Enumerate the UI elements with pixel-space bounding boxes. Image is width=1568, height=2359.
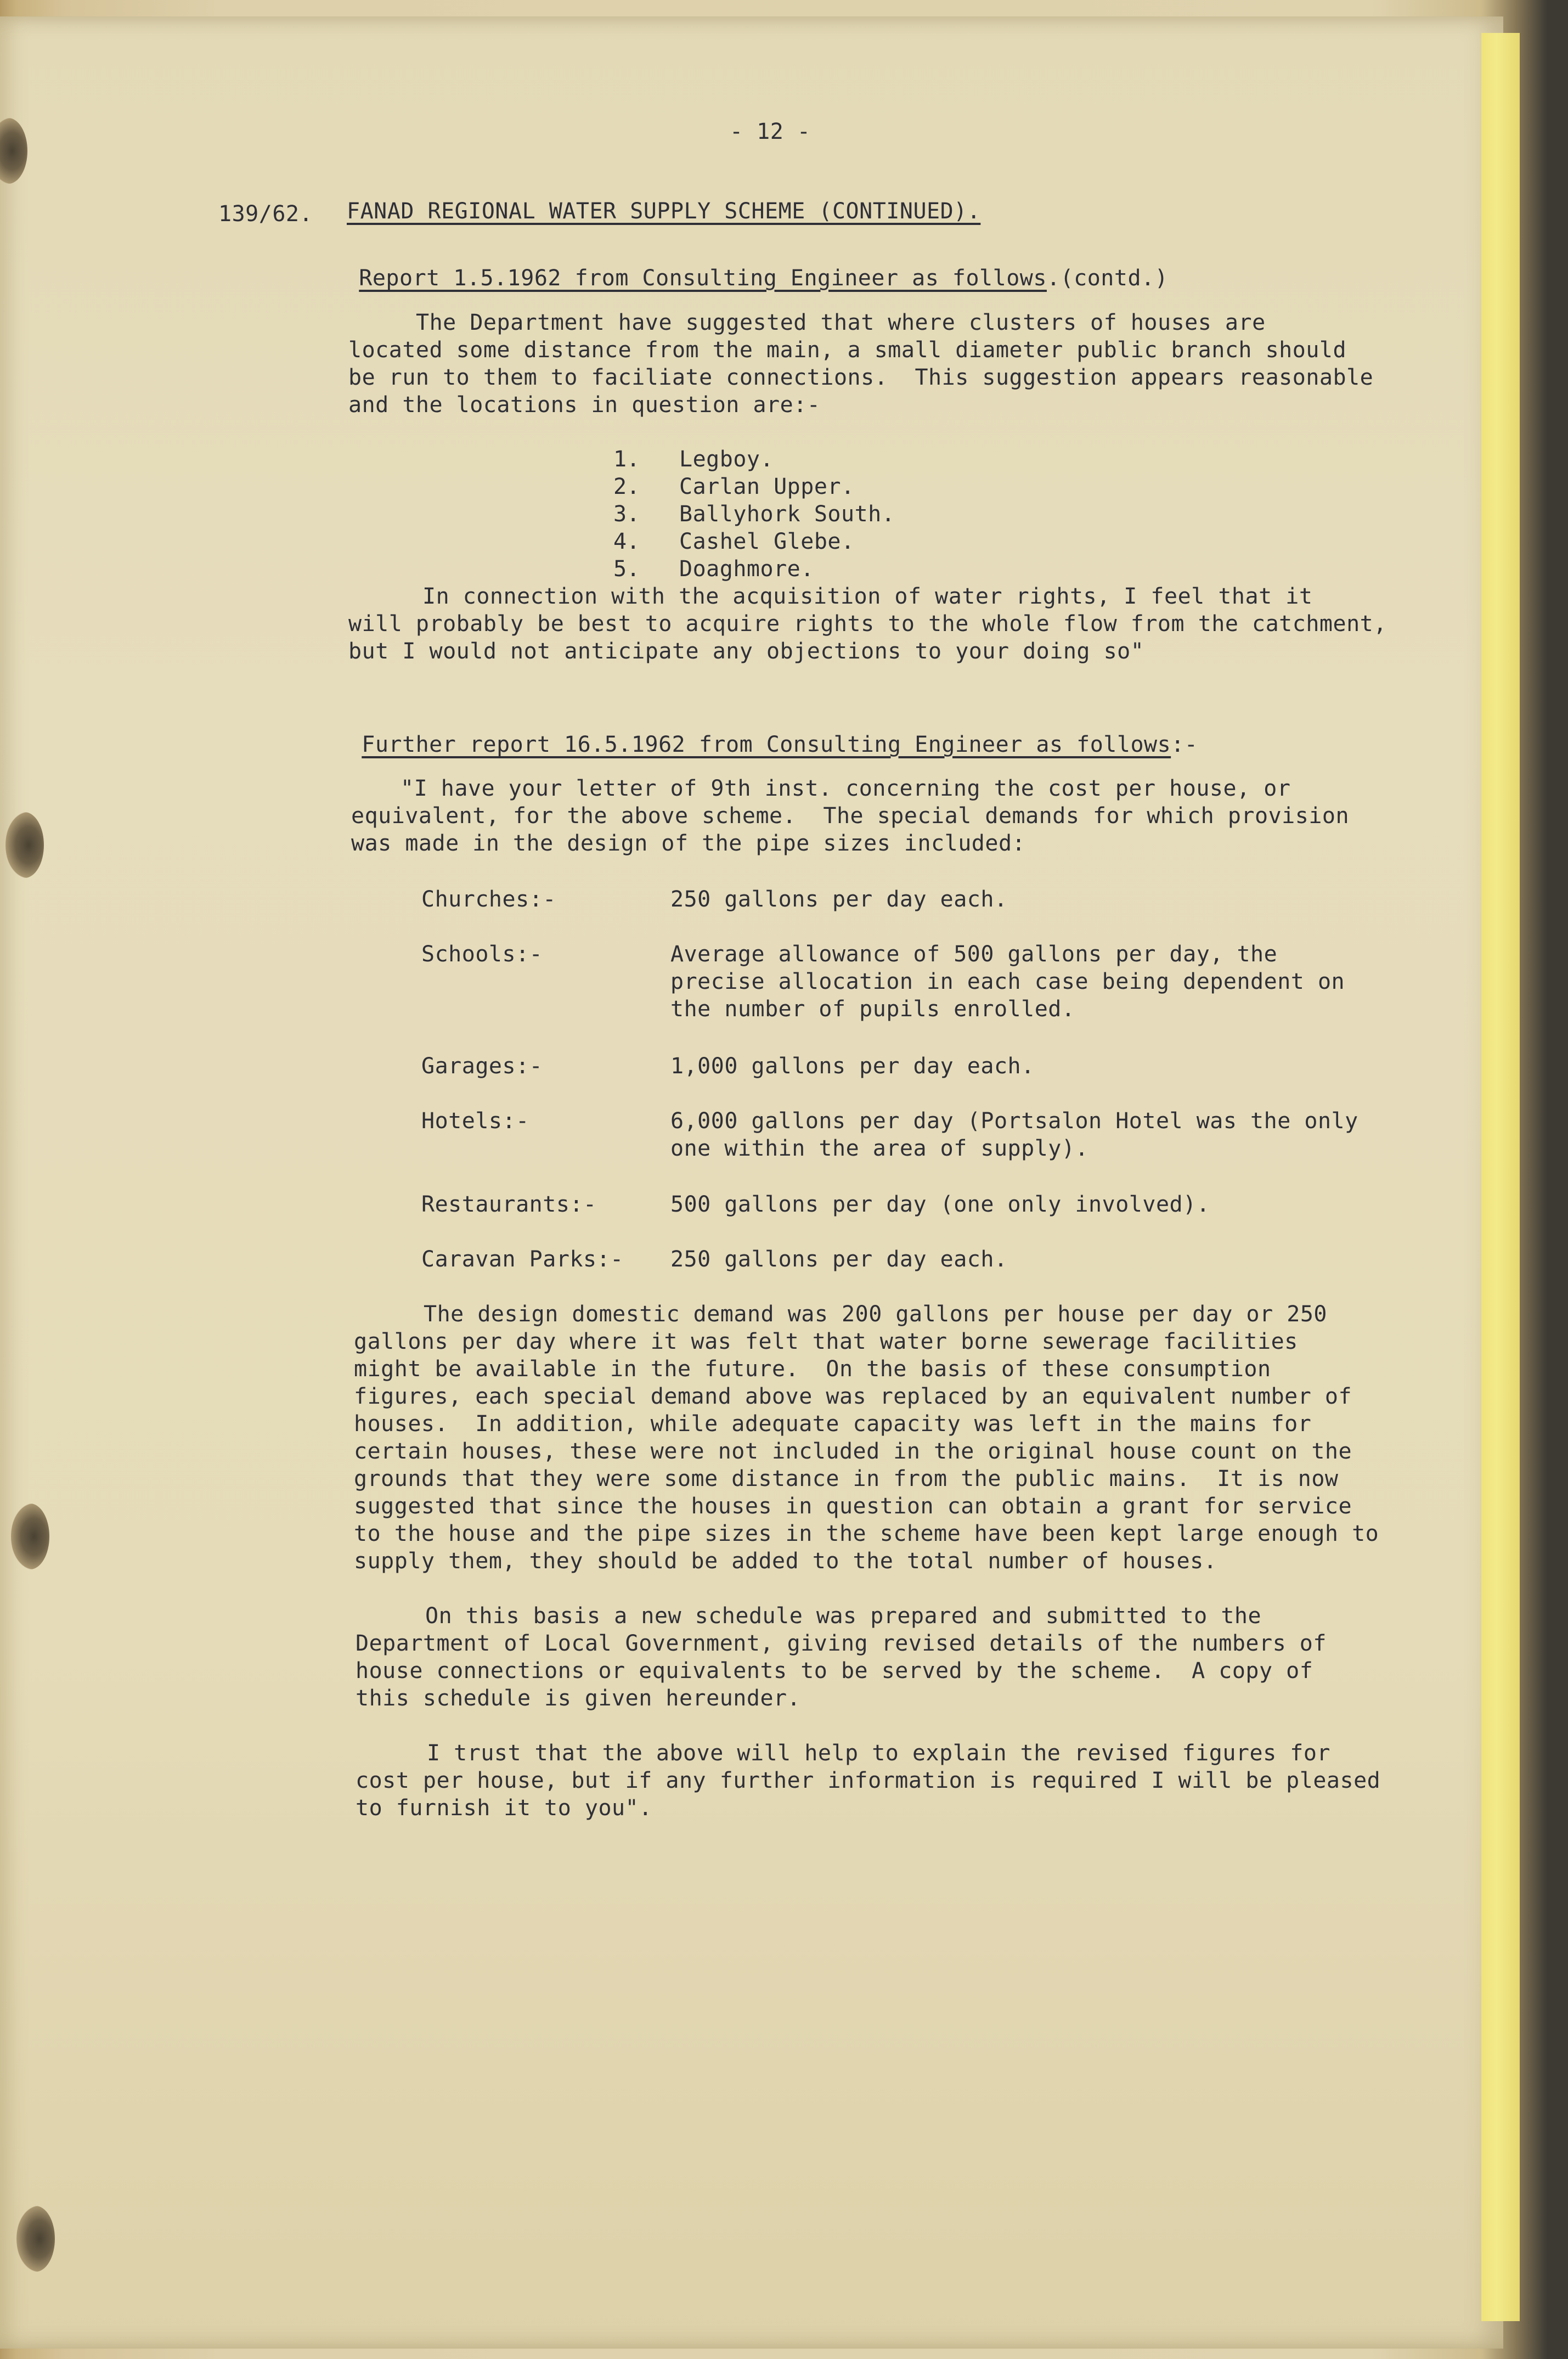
para-line: "I have your letter of 9th inst. concerning the cost per house, or bbox=[401, 776, 1291, 801]
report2-heading bbox=[351, 720, 1198, 758]
para-line: supply them, they should be added to the total number of houses. bbox=[354, 1549, 1217, 1574]
para-line: suggested that since the houses in question can obtain a grant for service bbox=[354, 1494, 1352, 1519]
demand-value: 1,000 gallons per day each. bbox=[670, 1054, 1035, 1079]
para-line: located some distance from the main, a small diameter public branch should bbox=[348, 337, 1347, 363]
para-line: and the locations in question are:- bbox=[348, 392, 821, 418]
report1-heading bbox=[348, 254, 1168, 292]
list-item: Doaghmore. bbox=[679, 556, 814, 582]
para-line: certain houses, these were not included in the original house count on the bbox=[354, 1439, 1352, 1464]
demand-value: Average allowance of 500 gallons per day, the bbox=[670, 942, 1278, 967]
para-line: In connection with the acquisition of water rights, I feel that it bbox=[422, 584, 1313, 609]
list-item: Carlan Upper. bbox=[679, 474, 855, 499]
para-line: cost per house, but if any further information is required I will be pleased bbox=[356, 1768, 1381, 1793]
list-item: Ballyhork South. bbox=[679, 502, 895, 527]
para-line: will probably be best to acquire rights to the whole flow from the catchment, bbox=[348, 611, 1387, 637]
para-line: was made in the design of the pipe sizes included: bbox=[351, 831, 1026, 856]
list-number: 2. bbox=[613, 474, 640, 499]
para-line: The Department have suggested that where clusters of houses are bbox=[416, 310, 1266, 335]
list-item: Legboy. bbox=[679, 447, 774, 472]
para-line: this schedule is given hereunder. bbox=[356, 1686, 801, 1711]
para-line: I trust that the above will help to explain the revised figures for bbox=[427, 1741, 1330, 1766]
demand-value: one within the area of supply). bbox=[670, 1136, 1089, 1161]
para-line: On this basis a new schedule was prepared and submitted to the bbox=[425, 1603, 1262, 1629]
para-line: be run to them to faciliate connections. This suggestion appears reasonable bbox=[348, 365, 1374, 390]
demand-label: Caravan Parks:- bbox=[421, 1247, 624, 1272]
list-item: Cashel Glebe. bbox=[679, 529, 855, 554]
para-line: to the house and the pipe sizes in the scheme have been kept large enough to bbox=[354, 1521, 1379, 1546]
report1-suffix: .(contd.) bbox=[1046, 266, 1169, 291]
section-heading: FANAD REGIONAL WATER SUPPLY SCHEME (CONTINUED). bbox=[347, 199, 981, 224]
para-line: house connections or equivalents to be served by the scheme. A copy of bbox=[356, 1658, 1313, 1684]
para-line: but I would not anticipate any objections to your doing so" bbox=[348, 639, 1144, 664]
demand-value: 6,000 gallons per day (Portsalon Hotel was the only bbox=[670, 1108, 1358, 1134]
demand-value: 250 gallons per day each. bbox=[670, 887, 1008, 912]
demand-value: 250 gallons per day each. bbox=[670, 1247, 1008, 1272]
para-line: The design domestic demand was 200 gallons per house per day or 250 bbox=[424, 1302, 1327, 1327]
para-line: houses. In addition, while adequate capacity was left in the mains for bbox=[354, 1411, 1312, 1437]
para-line: to furnish it to you". bbox=[356, 1795, 652, 1821]
page-number: - 12 - bbox=[730, 119, 811, 144]
demand-label: Restaurants:- bbox=[421, 1192, 597, 1217]
para-line: gallons per day where it was felt that water borne sewerage facilities bbox=[354, 1329, 1298, 1354]
yellow-divider-tab bbox=[1481, 33, 1520, 2321]
para-line: grounds that they were some distance in from the public mains. It is now bbox=[354, 1466, 1339, 1491]
binder-hole-2 bbox=[5, 812, 44, 878]
demand-label: Churches:- bbox=[421, 887, 556, 912]
report2-suffix: :- bbox=[1171, 732, 1198, 757]
para-line: figures, each special demand above was replaced by an equivalent number of bbox=[354, 1384, 1352, 1409]
demand-value: the number of pupils enrolled. bbox=[670, 996, 1075, 1022]
report2-title: Further report 16.5.1962 from Consulting Engineer as follows bbox=[362, 732, 1171, 757]
binder-hole-4 bbox=[16, 2206, 55, 2272]
list-number: 3. bbox=[613, 502, 640, 527]
list-number: 5. bbox=[613, 556, 640, 582]
list-number: 1. bbox=[613, 447, 640, 472]
minute-number: 139/62. bbox=[218, 201, 313, 227]
binder-hole-3 bbox=[11, 1504, 49, 1569]
para-line: Department of Local Government, giving revised details of the numbers of bbox=[356, 1631, 1327, 1656]
demand-value: precise allocation in each case being dependent on bbox=[670, 969, 1345, 994]
demand-label: Hotels:- bbox=[421, 1108, 529, 1134]
demand-label: Garages:- bbox=[421, 1054, 543, 1079]
demand-value: 500 gallons per day (one only involved). bbox=[670, 1192, 1210, 1217]
para-line: might be available in the future. On the basis of these consumption bbox=[354, 1356, 1271, 1382]
demand-label: Schools:- bbox=[421, 942, 543, 967]
report1-title: Report 1.5.1962 from Consulting Engineer as follows bbox=[359, 266, 1047, 291]
para-line: equivalent, for the above scheme. The special demands for which provision bbox=[351, 803, 1350, 829]
list-number: 4. bbox=[613, 529, 640, 554]
